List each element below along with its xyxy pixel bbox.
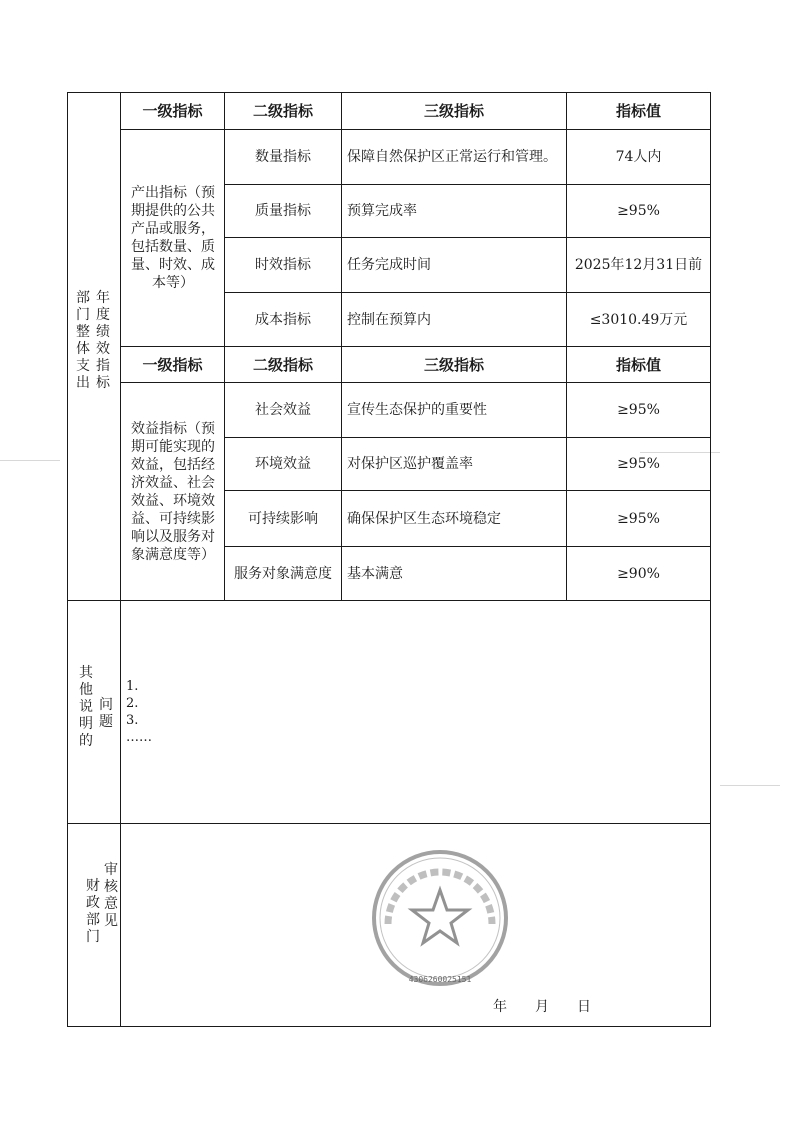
review-date: 年 月 日 (493, 999, 591, 1015)
benefit-level3-environment: 对保护区巡护覆盖率 (347, 456, 473, 472)
benefit-level2-satisfaction: 服务对象满意度 (234, 565, 332, 582)
output-value-quantity: 74人内 (615, 149, 662, 165)
other-label-a: 其他说明的 (79, 665, 93, 749)
header-value: 指标值 (615, 102, 661, 120)
output-level3-quality: 预算完成率 (347, 203, 417, 219)
output-level2-quality: 质量指标 (255, 203, 311, 219)
benefit-level3-satisfaction: 基本满意 (347, 565, 403, 582)
other-list (126, 678, 152, 746)
benefit-value-satisfaction: ≥90% (617, 565, 660, 582)
header-level1: 一级指标 (142, 102, 203, 120)
side-label-b: 年度绩效指标 (96, 290, 110, 391)
side-label-a: 部门整体支出 (76, 290, 90, 391)
output-level2-timeliness: 时效指标 (255, 257, 311, 273)
header2-level1: 一级指标 (142, 355, 203, 374)
output-value-timeliness: 2025年12月31日前 (574, 257, 703, 273)
scan-noise (720, 785, 780, 786)
list-item: 2. (126, 696, 139, 711)
benefit-category: 效益指标（预期可能实现的效益，包括经济效益、社会效益、环境效益、可持续影响以及服务对象满意度等） (131, 420, 215, 563)
benefit-level3-social: 宣传生态保护的重要性 (347, 402, 487, 418)
header-level2: 二级指标 (252, 102, 313, 120)
finance-label-b: 审核意见 (104, 862, 118, 929)
output-value-quality: ≥95% (617, 203, 660, 219)
benefit-level2-social: 社会效益 (255, 402, 311, 418)
output-category: 产出指标（预期提供的公共产品或服务，包括数量、质量、时效、成本等） (131, 185, 215, 291)
output-value-cost: ≤3010.49万元 (589, 311, 688, 328)
output-level3-timeliness: 任务完成时间 (347, 257, 431, 273)
benefit-level2-environment: 环境效益 (255, 456, 311, 472)
list-item: …… (126, 730, 152, 745)
output-level3-cost: 控制在预算内 (347, 311, 431, 328)
output-level2-cost: 成本指标 (255, 311, 311, 328)
other-label-b: 问题 (99, 697, 113, 730)
seal-code: 4306260025151 (408, 975, 472, 984)
header2-value: 指标值 (615, 355, 661, 374)
finance-label-a: 财政部门 (86, 878, 100, 945)
seal-star-icon (412, 890, 468, 943)
benefit-level3-sustainability: 确保保护区生态环境稳定 (347, 510, 501, 527)
benefit-value-environment: ≥95% (617, 456, 660, 472)
benefit-value-social: ≥95% (617, 402, 660, 418)
list-item: 3. (126, 713, 139, 728)
benefit-level2-sustainability: 可持续影响 (248, 510, 318, 527)
benefit-value-sustainability: ≥95% (617, 510, 660, 527)
official-seal (366, 832, 514, 1010)
header2-level2: 二级指标 (252, 355, 313, 374)
header-level3: 三级指标 (423, 102, 484, 120)
output-level3-quantity: 保障自然保护区正常运行和管理。 (347, 149, 557, 165)
header2-level3: 三级指标 (423, 355, 484, 374)
list-item: 1. (126, 679, 139, 694)
scan-noise (0, 460, 60, 461)
output-level2-quantity: 数量指标 (255, 149, 311, 165)
